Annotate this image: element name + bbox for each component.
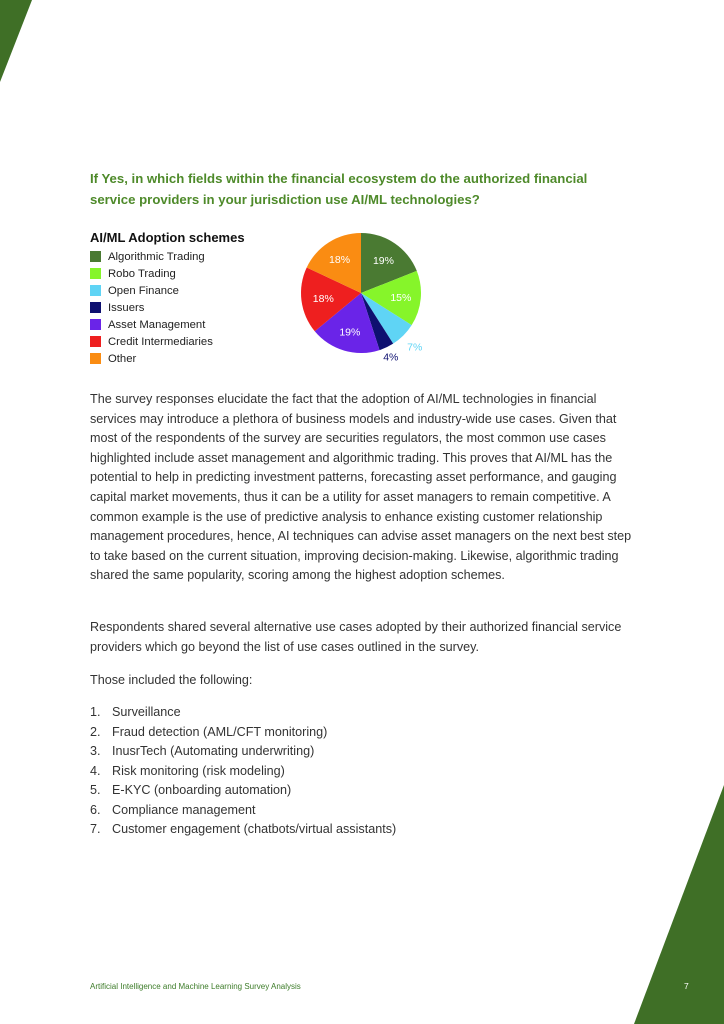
legend-swatch (90, 319, 101, 330)
list-number: 6. (90, 802, 101, 817)
legend-item-credit-intermediaries (90, 333, 213, 350)
legend-label: Asset Management (108, 318, 206, 331)
list-item (90, 762, 396, 782)
pie-label-issuers: 4% (383, 351, 399, 364)
list-text: Surveillance (112, 705, 181, 719)
legend-item-algorithmic-trading (90, 248, 213, 265)
chart-legend (90, 248, 213, 367)
legend-swatch (90, 336, 101, 347)
pie-chart (290, 225, 430, 365)
legend-item-asset-management (90, 316, 213, 333)
paragraph-3: Those included the following: (90, 673, 253, 687)
chart-title: AI/ML Adoption schemes (90, 230, 245, 245)
legend-label: Open Finance (108, 284, 179, 297)
legend-label: Other (108, 352, 137, 365)
legend-swatch (90, 268, 101, 279)
list-text: Compliance management (112, 802, 256, 817)
list-item (90, 742, 396, 762)
list-number: 5. (90, 783, 101, 797)
list-item (90, 781, 396, 801)
list-number: 1. (90, 705, 101, 719)
pie-label-other: 18% (329, 254, 351, 267)
pie-label-robo-trading: 15% (390, 291, 412, 304)
corner-triangle-top-left (0, 0, 32, 82)
corner-triangle-bottom-right (634, 785, 724, 1024)
list-number: 4. (90, 763, 101, 778)
list-text: Fraud detection (AML/CFT monitoring) (112, 724, 328, 739)
legend-label: Robo Trading (108, 267, 176, 280)
legend-item-issuers (90, 299, 213, 316)
pie-label-asset-management: 19% (339, 326, 361, 339)
pie-label-credit-intermediaries: 18% (312, 292, 334, 305)
legend-item-open-finance (90, 282, 213, 299)
use-case-list (90, 703, 396, 840)
list-item (90, 801, 396, 821)
list-number: 2. (90, 724, 101, 739)
legend-label: Algorithmic Trading (108, 250, 205, 263)
list-text: InusrTech (Automating underwriting) (112, 744, 315, 758)
legend-item-other (90, 350, 213, 367)
paragraph-2: Respondents shared several alternative use cases adopted by their authorized financial service providers which go beyond the list of use cases outlined in the survey. (90, 620, 622, 654)
pie-label-algorithmic-trading: 19% (372, 254, 394, 267)
legend-swatch (90, 251, 101, 262)
legend-swatch (90, 353, 101, 364)
list-item (90, 723, 396, 743)
list-text: Customer engagement (chatbots/virtual assistants) (112, 822, 397, 836)
footer-title: Artificial Intelligence and Machine Learning Survey Analysis (90, 982, 301, 991)
pie-label-open-finance: 7% (407, 341, 423, 354)
list-number: 7. (90, 822, 101, 836)
list-item (90, 820, 396, 840)
legend-label: Issuers (108, 301, 145, 314)
paragraph-1: The survey responses elucidate the fact that the adoption of AI/ML technologies in financial services may introduce a plethora of business models and industry-wide use cases. Given that most of the respondents of the survey are securities regulators, the most common use cases highlighted include asset management and algorithmic trading. This proves that AI/ML has the potential to help in predicting investment patterns, forecasting asset performance, and gauging capital market movements, thus it can be a utility for asset managers to remain competitive. A common example is the use of predictive analysis to enhance existing customer relationship management procedures, hence, AI techniques can advise asset managers on the next best step to take based on the current situation, improving decision-making. Likewise, algorithmic trading shared the same popularity, scoring among the highest adoption schemes. (90, 392, 632, 583)
page-number: 7 (684, 981, 689, 991)
list-text: E-KYC (onboarding automation) (112, 783, 292, 797)
legend-swatch (90, 285, 101, 296)
list-item (90, 703, 396, 723)
list-number: 3. (90, 744, 101, 758)
legend-swatch (90, 302, 101, 313)
legend-label: Credit Intermediaries (108, 335, 213, 348)
legend-item-robo-trading (90, 265, 213, 282)
question-heading: If Yes, in which fields within the financial ecosystem do the authorized financial service providers in your jurisdiction use AI/ML technologies? (90, 171, 588, 207)
list-text: Risk monitoring (risk modeling) (112, 763, 285, 778)
